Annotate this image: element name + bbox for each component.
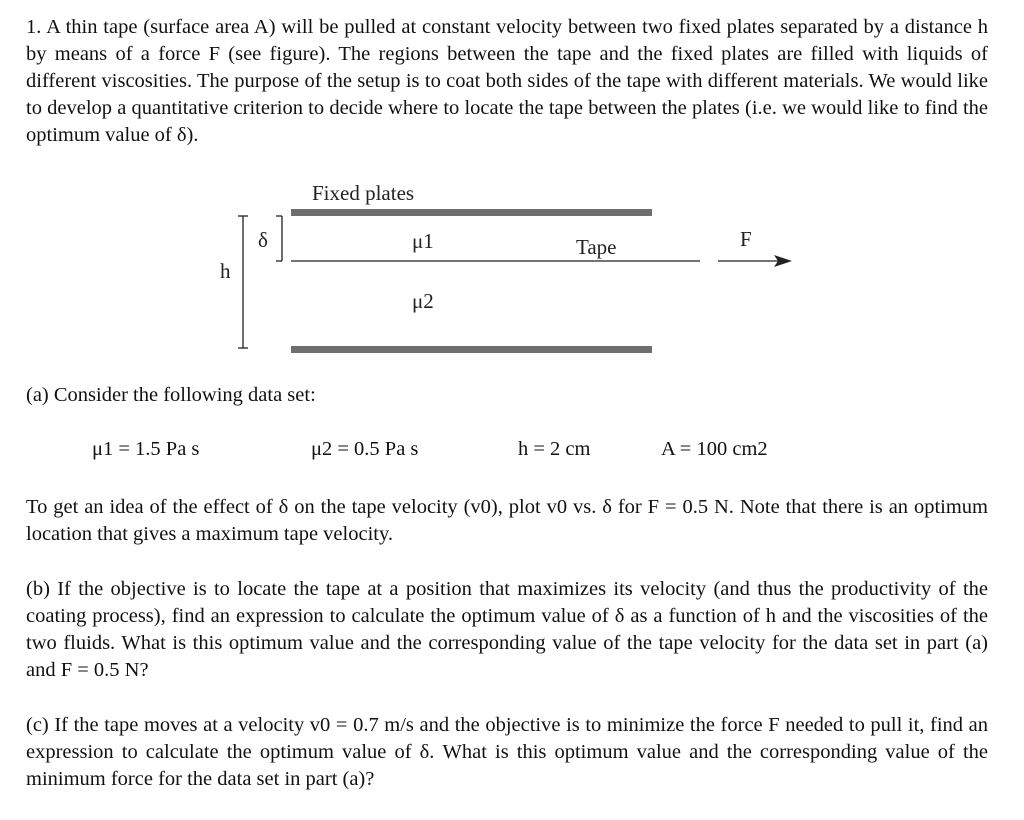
part-c-text: (c) If the tape moves at a velocity v0 = 0.7 m/s and the objective is to minimize the force F needed to pull it, find an expression to calculate the optimum value of δ. What is this optimum value and the corresponding value of the minimum force for the data set in part (a)?: [26, 714, 988, 790]
data-area: [661, 438, 768, 461]
data-mu1-text: μ1 = 1.5 Pa s: [92, 438, 200, 460]
mu2-label: μ2: [412, 289, 434, 313]
figure-caption: Fixed plates: [312, 181, 415, 205]
data-mu2: [311, 438, 418, 461]
problem-intro: 1. A thin tape (surface area A) will be pulled at constant velocity between two fixed plates separated by a distance h by means of a force F (see figure). The regions between the tape and the fixed plates are filled with liquids of different viscosities. The purpose of the setup is to coat both sides of the tape with different materials. We would like to develop a quantitative criterion to decide where to locate the tape between the plates (i.e. we would like to find the optimum value of δ).: [26, 16, 988, 146]
tape-label: Tape: [576, 235, 617, 259]
force-label: F: [740, 227, 752, 251]
data-h-text: h = 2 cm: [518, 438, 591, 460]
h-label: h: [220, 259, 231, 283]
part-a-heading: (a) Consider the following data set:: [26, 384, 316, 406]
bottom-plate: [291, 346, 652, 353]
part-b-text: (b) If the objective is to locate the tape at a position that maximizes its velocity (and thus the productivity of the coating process), find an expression to calculate the optimum value of δ as a function of h and the viscosities of the two fluids. What is this optimum value and the corresponding value of the tape velocity for the data set in part (a) and F = 0.5 N?: [26, 578, 988, 681]
data-area-text: A = 100 cm2: [661, 438, 768, 460]
delta-label: δ: [258, 228, 268, 252]
mu1-label: μ1: [412, 229, 434, 253]
data-h: [518, 438, 590, 461]
data-mu2-text: μ2 = 0.5 Pa s: [311, 438, 419, 460]
plates-figure: [200, 170, 800, 366]
top-plate: [291, 209, 652, 216]
part-a-body: To get an idea of the effect of δ on the tape velocity (v0), plot v0 vs. δ for F = 0.5 N. Note that there is an optimum location that gives a maximum tape velocity.: [26, 496, 988, 545]
data-mu1: [92, 438, 199, 461]
